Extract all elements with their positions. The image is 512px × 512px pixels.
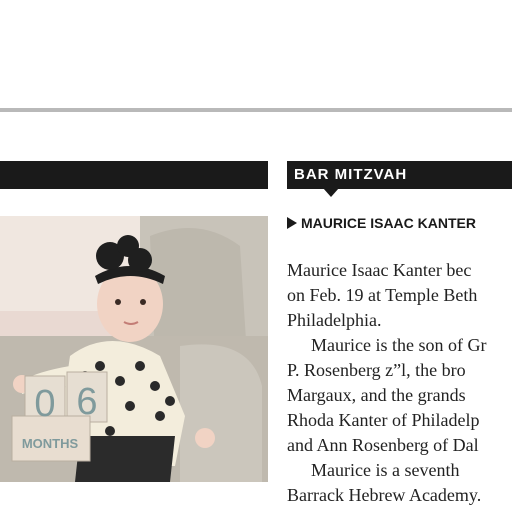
left-section-banner bbox=[0, 161, 268, 189]
top-rule bbox=[0, 108, 512, 112]
article-line: Maurice is the son of Gr bbox=[311, 335, 487, 355]
photo-illustration bbox=[0, 216, 268, 482]
article-line: Margaux, and the grands bbox=[287, 385, 466, 405]
article-line: Maurice Isaac Kanter bec bbox=[287, 260, 472, 280]
article-line: on Feb. 19 at Temple Beth bbox=[287, 285, 478, 305]
article-line: Barrack Hebrew Academy. bbox=[287, 485, 482, 505]
triangle-bullet-icon bbox=[287, 217, 297, 229]
banner-pointer bbox=[323, 188, 339, 197]
article-line: P. Rosenberg z”l, the bro bbox=[287, 360, 466, 380]
article-body bbox=[287, 258, 512, 508]
section-label: BAR MITZVAH bbox=[294, 166, 408, 183]
article-headline bbox=[287, 215, 476, 231]
block-digit-1: 0 bbox=[34, 383, 56, 425]
article-line: Philadelphia. bbox=[287, 310, 382, 330]
section-banner bbox=[287, 161, 512, 189]
block-label: MONTHS bbox=[21, 436, 79, 451]
baby-photo bbox=[0, 216, 268, 482]
block-digit-2: 6 bbox=[76, 381, 98, 423]
headline-text: MAURICE ISAAC KANTER bbox=[301, 215, 476, 231]
article-line: Maurice is a seventh bbox=[311, 460, 460, 480]
article-line: and Ann Rosenberg of Dal bbox=[287, 435, 479, 455]
article-line: Rhoda Kanter of Philadelp bbox=[287, 410, 480, 430]
